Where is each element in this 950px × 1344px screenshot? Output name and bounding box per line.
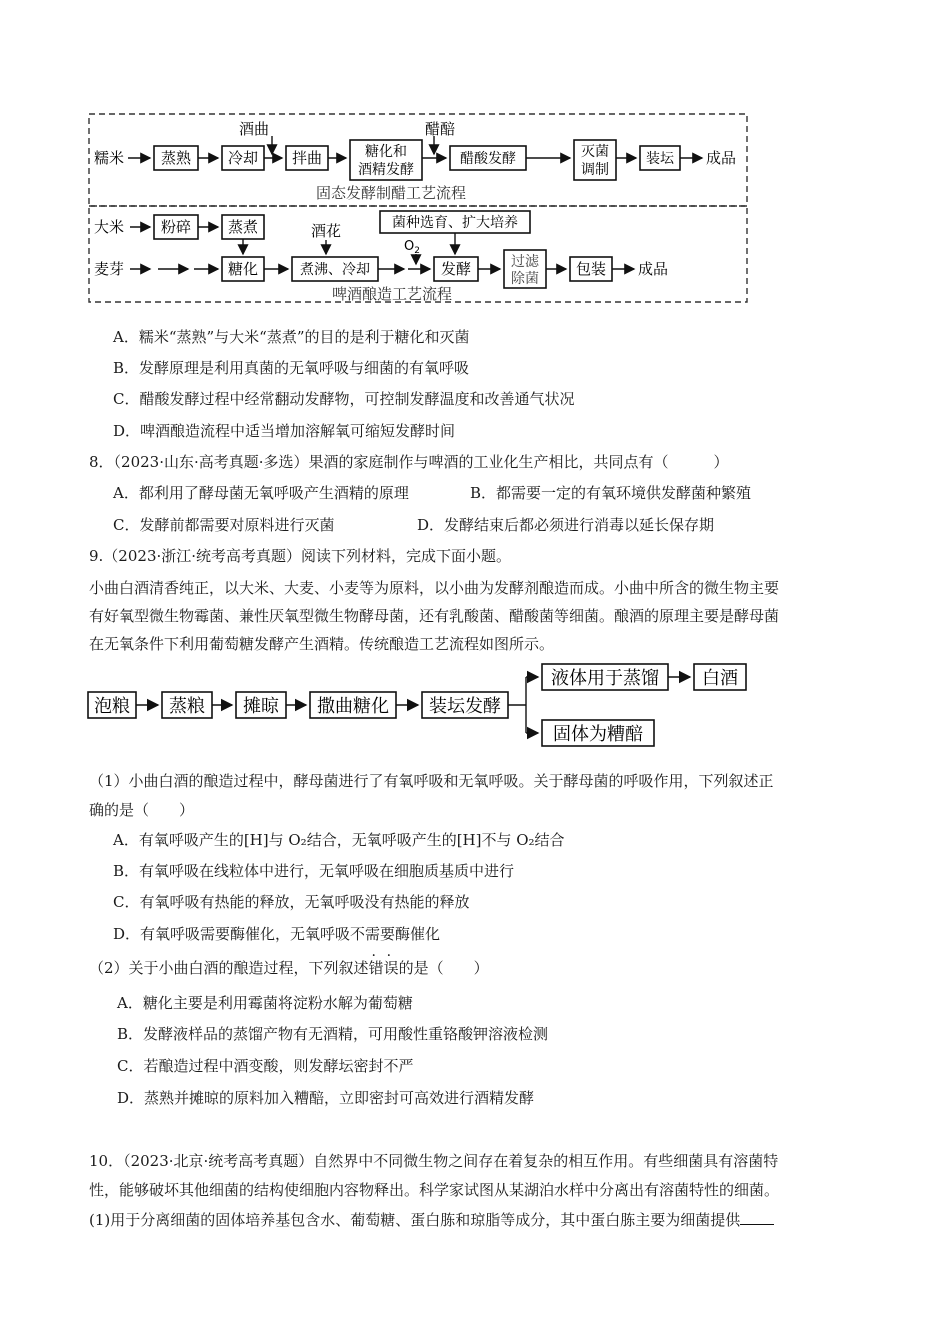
oxygen-label: $O_2$	[404, 239, 420, 256]
step-filter-label-1: 过滤	[511, 254, 539, 270]
step-package-label: 包装	[575, 260, 607, 278]
flow-step-jar-ferment-label: 装坛发酵	[429, 696, 501, 717]
beer-input-rice: 大米	[94, 218, 125, 236]
q8-option-a: A．都利用了酵母菌无氧呼吸产生酒精的原理	[113, 484, 409, 502]
step-boil-rice-label: 蒸煮	[227, 218, 259, 236]
q9-sub1-option-b: B．有氧呼吸在线粒体中进行，无氧呼吸在细胞质基质中进行	[113, 862, 515, 880]
vinegar-caption: 固态发酵制醋工艺流程	[315, 184, 467, 202]
step-steam-label: 蒸熟	[160, 149, 192, 167]
q9-sub2-stem	[89, 958, 489, 978]
flow-branch-solid-label: 固体为糟醅	[553, 724, 643, 745]
step-filter-label-2: 除菌	[511, 271, 539, 287]
q7-option-a: A．糯米“蒸熟”与大米“蒸煮”的目的是利于糖化和灭菌	[113, 328, 470, 346]
q10-line-3	[89, 1210, 774, 1230]
step-mix-koji-label: 拌曲	[291, 149, 323, 167]
q10-answer-blank[interactable]	[740, 1210, 774, 1225]
step-sterilize-label: 灭菌	[581, 144, 609, 160]
step-saccharify-beer-label: 糖化	[227, 260, 259, 278]
q9-sub2-stem-after: 的是（ ）	[398, 959, 489, 977]
step-acetic-label: 醋酸发酵	[460, 151, 516, 167]
q8-option-b: B．都需要一定的有氧环境供发酵菌种繁殖	[470, 484, 752, 502]
addition-cupei: 醋醅	[424, 120, 456, 138]
q10-line-1: 10．（2023·北京·统考高考真题）自然界中不同微生物之间存在着复杂的相互作用。有些细菌具有溶菌特	[89, 1152, 779, 1170]
q9-sub2-option-a: A．糖化主要是利用霉菌将淀粉水解为葡萄糖	[117, 994, 413, 1012]
flow-step-steam-label: 蒸粮	[169, 696, 205, 717]
q9-sub1-option-a: A．有氧呼吸产生的[H]与 O₂结合，无氧呼吸产生的[H]不与 O₂结合	[113, 831, 565, 849]
q9-sub2-emphasis-2: 误	[383, 959, 399, 977]
vinegar-input-label: 糯米	[94, 149, 125, 167]
q9-sub1-stem-line-1: （1）小曲白酒的酿造过程中，酵母菌进行了有氧呼吸和无氧呼吸。关于酵母菌的呼吸作用，下列叙述正	[89, 772, 774, 790]
q9-sub1-stem-line-2: 确的是（ ）	[89, 801, 195, 819]
step-saccharify-label-1: 糖化和	[365, 144, 407, 160]
strain-selection-label: 菌种选育、扩大培养	[392, 215, 518, 231]
q9-sub2-option-c: C．若酿造过程中酒变酸，则发酵坛密封不严	[117, 1057, 414, 1075]
q9-sub2-option-d: D．蒸熟并摊晾的原料加入糟醅，立即密封可高效进行酒精发酵	[117, 1089, 535, 1107]
q7-option-b: B．发酵原理是利用真菌的无氧呼吸与细菌的有氧呼吸	[113, 359, 470, 377]
q9-material-line-3: 在无氧条件下利用葡萄糖发酵产生酒精。传统酿造工艺流程如图所示。	[89, 635, 555, 653]
q9-stem: 9.（2023·浙江·统考高考真题）阅读下列材料，完成下面小题。	[89, 547, 512, 565]
q8-stem: 8．（2023·山东·高考真题·多选）果酒的家庭制作与啤酒的工业化生产相比，共同点有（ ）	[89, 453, 729, 471]
q7-option-c: C．醋酸发酵过程中经常翻动发酵物，可控制发酵温度和改善通气状况	[113, 390, 575, 408]
flow-branch-distill-label: 液体用于蒸馏	[551, 668, 659, 689]
q9-sub1-option-d: D．有氧呼吸需要酶催化，无氧呼吸不需要酶催化	[113, 925, 441, 943]
q10-line-2: 性，能够破坏其他细菌的结构使细胞内容物释出。科学家试图从某湖泊水样中分离出有溶菌特性的细菌。	[89, 1181, 780, 1199]
vinegar-output-label: 成品	[706, 149, 737, 167]
flow-step-spread-cool-label: 摊晾	[243, 696, 279, 717]
addition-hops: 酒花	[310, 222, 342, 240]
q8-option-c: C．发酵前都需要对原料进行灭菌	[113, 516, 335, 534]
addition-jiuqu: 酒曲	[238, 120, 270, 138]
q9-sub2-emphasis-1: 错	[368, 959, 384, 977]
baijiu-flow-diagram	[86, 660, 756, 752]
q9-sub2-stem-before: （2）关于小曲白酒的酿造过程，下列叙述	[89, 959, 369, 977]
process-diagram-vinegar-beer	[86, 108, 752, 308]
step-boil-cool-label: 煮沸、冷却	[300, 262, 370, 278]
flow-step-soak-label: 泡粮	[94, 696, 130, 717]
q9-material-line-2: 有好氧型微生物霉菌、兼性厌氧型微生物酵母菌，还有乳酸菌、醋酸菌等细菌。酿酒的原理主要是酵母菌	[89, 607, 780, 625]
q8-option-d: D．发酵结束后都必须进行消毒以延长保存期	[417, 516, 715, 534]
step-saccharify-label-2: 酒精发酵	[358, 162, 414, 178]
q9-sub1-option-c: C．有氧呼吸有热能的释放，无氧呼吸没有热能的释放	[113, 893, 470, 911]
step-cool-label: 冷却	[227, 149, 259, 167]
beer-input-malt: 麦芽	[94, 260, 125, 278]
q9-sub2-option-b: B．发酵液样品的蒸馏产物有无酒精，可用酸性重铬酸钾溶液检测	[117, 1025, 549, 1043]
beer-caption: 啤酒酿造工艺流程	[331, 285, 453, 303]
q10-line-3-text: (1)用于分离细菌的固体培养基包含水、葡萄糖、蛋白胨和琼脂等成分，其中蛋白胨主要为细菌提供	[89, 1211, 741, 1229]
beer-output-label: 成品	[638, 260, 669, 278]
step-ferment-beer-label: 发酵	[440, 260, 472, 278]
flow-final-baijiu-label: 白酒	[702, 668, 738, 689]
flow-step-saccharify-label: 撒曲糖化	[317, 696, 389, 717]
step-blend-label: 调制	[581, 162, 609, 178]
step-crush-label: 粉碎	[160, 218, 192, 236]
q7-option-d: D．啤酒酿造流程中适当增加溶解氧可缩短发酵时间	[113, 422, 456, 440]
step-jar-label: 装坛	[646, 151, 674, 167]
q9-material-line-1: 小曲白酒清香纯正，以大米、大麦、小麦等为原料，以小曲为发酵剂酿造而成。小曲中所含的微生物主要	[89, 579, 780, 597]
